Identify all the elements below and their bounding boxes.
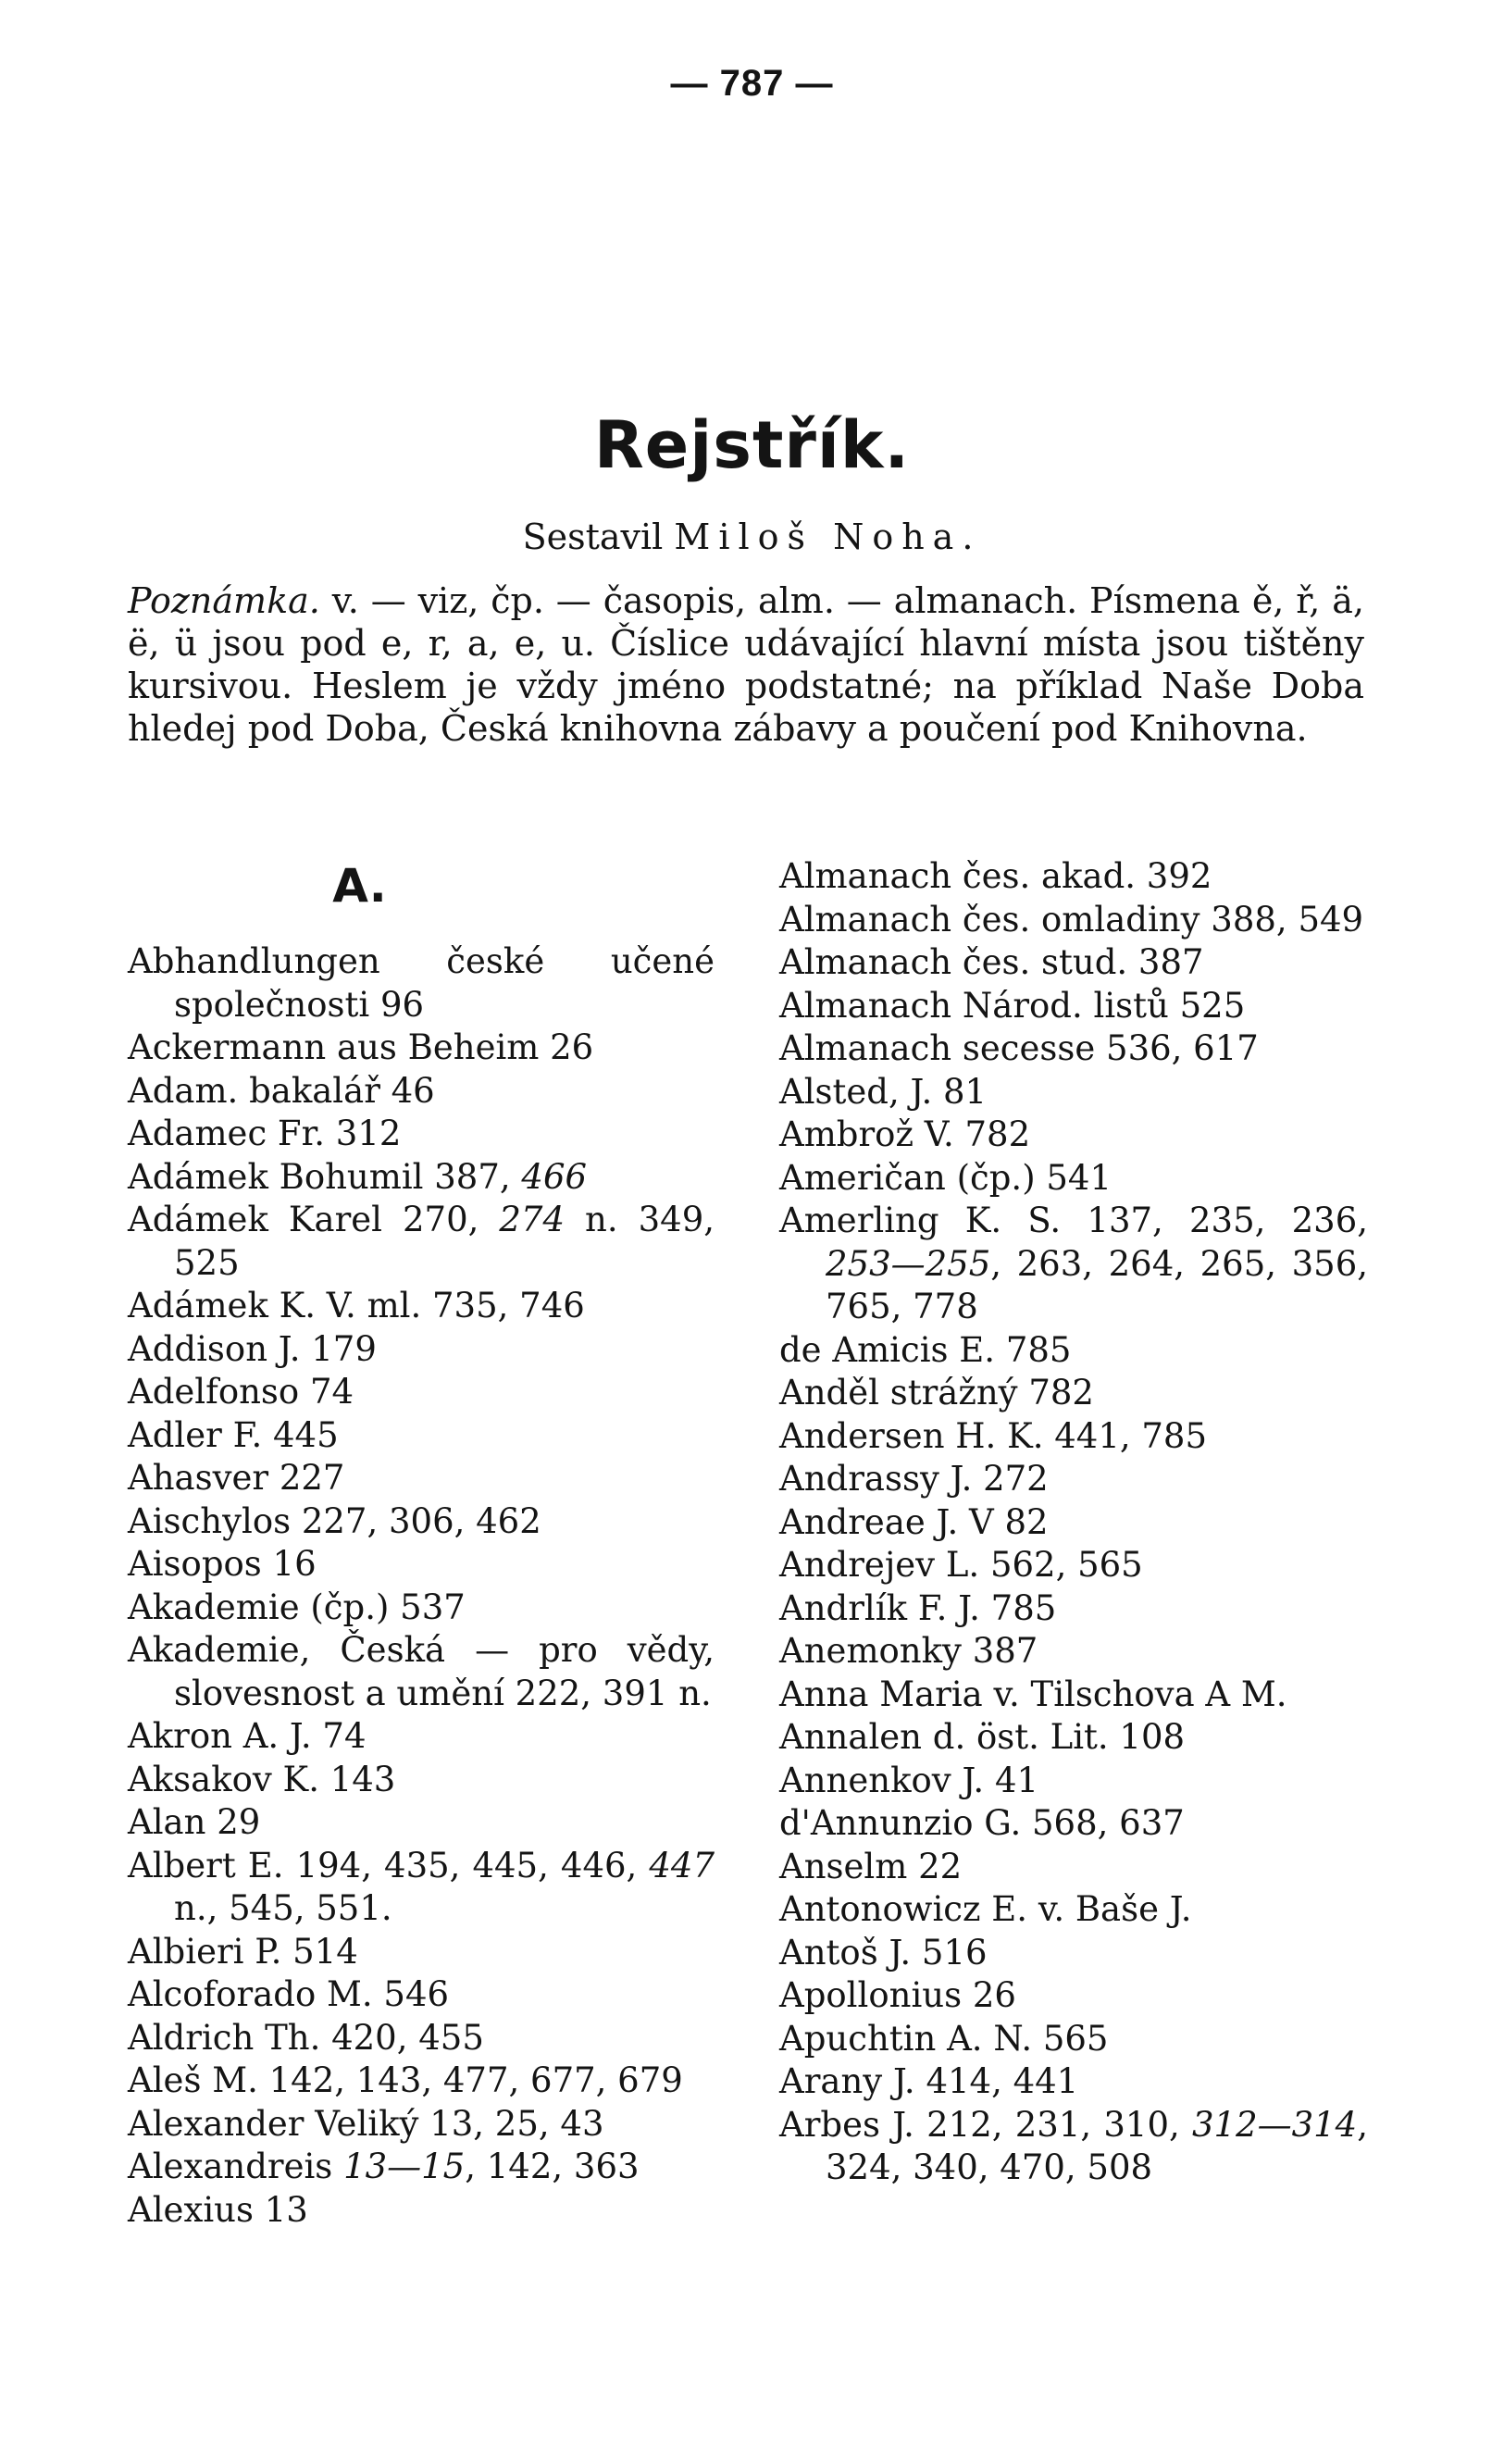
entry-text: Adámek Bohumil 387, (128, 1156, 522, 1197)
index-entry (128, 1199, 715, 1285)
entry-text: Adámek K. V. ml. 735, 746 (128, 1286, 585, 1325)
entry-text: Almanach secesse 536, 617 (779, 1028, 1259, 1068)
index-column-right (779, 855, 1368, 2190)
index-entry (128, 1070, 715, 1114)
entry-text: Alexandreis (128, 2147, 344, 2186)
index-entry (779, 2104, 1368, 2190)
entry-text: Adler F. 445 (128, 1414, 339, 1455)
editorial-note (128, 579, 1364, 750)
entry-text: Adam. bakalář 46 (128, 1070, 435, 1111)
index-entry (128, 1845, 715, 1931)
entry-text: de Amicis E. 785 (779, 1329, 1072, 1370)
entry-text: Almanach Národ. listů 525 (779, 985, 1246, 1026)
entry-text: Andersen H. K. 441, 785 (779, 1415, 1208, 1456)
entry-main-page: 13—15 (343, 2147, 466, 2186)
index-entry (779, 1932, 1368, 1975)
index-entry (779, 1974, 1368, 2018)
index-entry (779, 2060, 1368, 2104)
index-entry (128, 2060, 715, 2103)
index-entry (779, 1157, 1368, 1201)
index-entry (128, 1543, 715, 1587)
entry-text: Andrassy J. 272 (779, 1459, 1049, 1499)
entry-tail: n. 349, 525 (174, 1200, 715, 1283)
index-entry (779, 1114, 1368, 1157)
entry-text: Adamec Fr. 312 (128, 1114, 402, 1153)
index-entry (779, 1760, 1368, 1803)
index-entry (128, 2146, 715, 2189)
index-entry (779, 1587, 1368, 1631)
index-entry (128, 1328, 715, 1372)
index-entry (128, 2189, 715, 2233)
index-entry (128, 2103, 715, 2147)
entry-text: Almanach čes. omladiny 388, 549 (779, 899, 1364, 940)
index-entry (779, 1458, 1368, 1501)
entry-text: Alexander Veliký 13, 25, 43 (128, 2103, 604, 2144)
index-entry (128, 1414, 715, 1458)
index-entry (128, 1285, 715, 1328)
entry-text: Ambrož V. 782 (779, 1114, 1031, 1154)
note-text: v. — viz, čp. — časopis, alm. — almanach. Písmena ě, ř, ä, ë, ü jsou pod e, r, a, e, u. Číslice udávající hlavní místa jsou tištěny kursivou. Heslem je vždy jméno podstatné; na příklad Naše Doba hledej pod Doba, Česká knihovna zábavy a poučení pod Knihovna. (128, 580, 1364, 749)
entry-text: Andreae J. V 82 (779, 1501, 1049, 1542)
entry-text: Aksakov K. 143 (128, 1759, 396, 1799)
entry-text: Aischylos 227, 306, 462 (128, 1500, 541, 1541)
index-entry (128, 940, 715, 1027)
entry-text: Ackermann aus Beheim 26 (128, 1027, 594, 1067)
entry-text: Alsted, J. 81 (779, 1071, 988, 1112)
entry-main-page: 274 (499, 1200, 566, 1239)
entry-text: Alexius 13 (128, 2189, 308, 2230)
index-entry (779, 1802, 1368, 1846)
index-entry (779, 855, 1368, 899)
entry-text: Andrlík F. J. 785 (779, 1587, 1057, 1628)
index-entry (779, 1027, 1368, 1071)
entry-text: Alan 29 (128, 1802, 261, 1842)
entry-tail: , 324, 340, 470, 508 (826, 2104, 1368, 2187)
note-label: Poznámka. (128, 580, 320, 621)
index-entry (128, 1457, 715, 1500)
page-number: — 787 — (670, 63, 834, 104)
section-letter: A. (332, 859, 387, 913)
index-entry (128, 1759, 715, 1802)
index-entry (128, 2017, 715, 2060)
entry-text: Adelfonso 74 (128, 1372, 354, 1412)
entry-text: Apuchtin A. N. 565 (779, 2018, 1109, 2059)
compiler-prefix: Sestavil (522, 516, 664, 557)
index-entry (779, 1544, 1368, 1587)
index-entry (128, 1500, 715, 1544)
entry-text: Anna Maria v. Tilschova A M. (779, 1674, 1287, 1714)
entry-text: Aisopos 16 (128, 1544, 317, 1584)
index-entry (779, 899, 1368, 942)
index-entry (779, 1071, 1368, 1114)
entry-main-page: 253—255 (826, 1243, 991, 1284)
index-entry (128, 1027, 715, 1070)
index-entry (779, 1329, 1368, 1373)
entry-text: Aldrich Th. 420, 455 (128, 2017, 484, 2058)
index-entry (779, 1200, 1368, 1329)
entry-text: Anděl strážný 782 (779, 1373, 1094, 1412)
index-entry (128, 1371, 715, 1414)
entry-text: Antoš J. 516 (779, 1932, 988, 1972)
index-entry (128, 1156, 715, 1200)
entry-text: Almanach čes. akad. 392 (779, 856, 1212, 896)
entry-main-page: 466 (521, 1156, 588, 1197)
index-entry (779, 1888, 1368, 1932)
index-entry (128, 1973, 715, 2017)
entry-text: Akademie (čp.) 537 (128, 1587, 466, 1627)
entry-text: Američan (čp.) 541 (779, 1157, 1112, 1198)
entry-main-page: 447 (649, 1845, 715, 1885)
index-entry (779, 985, 1368, 1028)
entry-text: Anselm 22 (779, 1846, 963, 1886)
index-column-left (128, 940, 715, 2232)
index-entry (128, 1931, 715, 1974)
index-entry (128, 1587, 715, 1630)
entry-text: d'Annunzio G. 568, 637 (779, 1803, 1185, 1843)
entry-text: Anemonky 387 (779, 1631, 1038, 1671)
compiler-line (0, 516, 1504, 557)
index-entry (779, 1846, 1368, 1889)
index-entry (779, 1630, 1368, 1674)
entry-tail: , 142, 363 (465, 2147, 640, 2186)
index-entry (779, 941, 1368, 985)
entry-text: Andrejev L. 562, 565 (779, 1545, 1143, 1585)
entry-text: Albert E. 194, 435, 445, 446, (128, 1845, 650, 1885)
entry-text: Amerling K. S. 137, 235, 236, (779, 1201, 1368, 1240)
entry-tail: n., 545, 551. (174, 1888, 392, 1928)
index-entry (779, 1415, 1368, 1459)
index-entry (128, 1629, 715, 1715)
entry-text: Arbes J. 212, 231, 310, (779, 2104, 1192, 2145)
entry-text: Addison J. 179 (128, 1328, 377, 1369)
compiler-name: Miloš Noha. (674, 516, 982, 557)
entry-text: Akron A. J. 74 (128, 1716, 367, 1756)
entry-text: Annenkov J. 41 (779, 1760, 1039, 1800)
entry-text: Akademie, Česká — pro vědy, slovesnost a umění 222, 391 n. (128, 1630, 715, 1713)
entry-text: Alcoforado M. 546 (128, 1974, 450, 2014)
entry-tail: , 263, 264, 265, 356, 765, 778 (826, 1243, 1368, 1326)
index-entry (128, 1801, 715, 1845)
index-entry (779, 1716, 1368, 1760)
entry-text: Almanach čes. stud. 387 (779, 942, 1204, 982)
index-entry (779, 1501, 1368, 1545)
entry-text: Aleš M. 142, 143, 477, 677, 679 (128, 2060, 683, 2100)
index-entry (128, 1113, 715, 1156)
entry-text: Abhandlungen české učené společnosti 96 (128, 941, 715, 1025)
entry-main-page: 312—314 (1191, 2104, 1358, 2145)
entry-text: Annalen d. öst. Lit. 108 (779, 1717, 1186, 1757)
entry-text: Apollonius 26 (779, 1975, 1016, 2015)
entry-text: Albieri P. 514 (128, 1931, 358, 1972)
entry-text: Antonowicz E. v. Baše J. (779, 1889, 1192, 1929)
index-entry (128, 1715, 715, 1759)
entry-text: Arany J. 414, 441 (779, 2061, 1079, 2101)
index-entry (779, 1674, 1368, 1717)
index-entry (779, 2018, 1368, 2061)
entry-text: Ahasver 227 (128, 1458, 345, 1498)
entry-text: Adámek Karel 270, (128, 1200, 500, 1239)
page-title: Rejstřík. (593, 407, 911, 483)
index-entry (779, 1372, 1368, 1415)
